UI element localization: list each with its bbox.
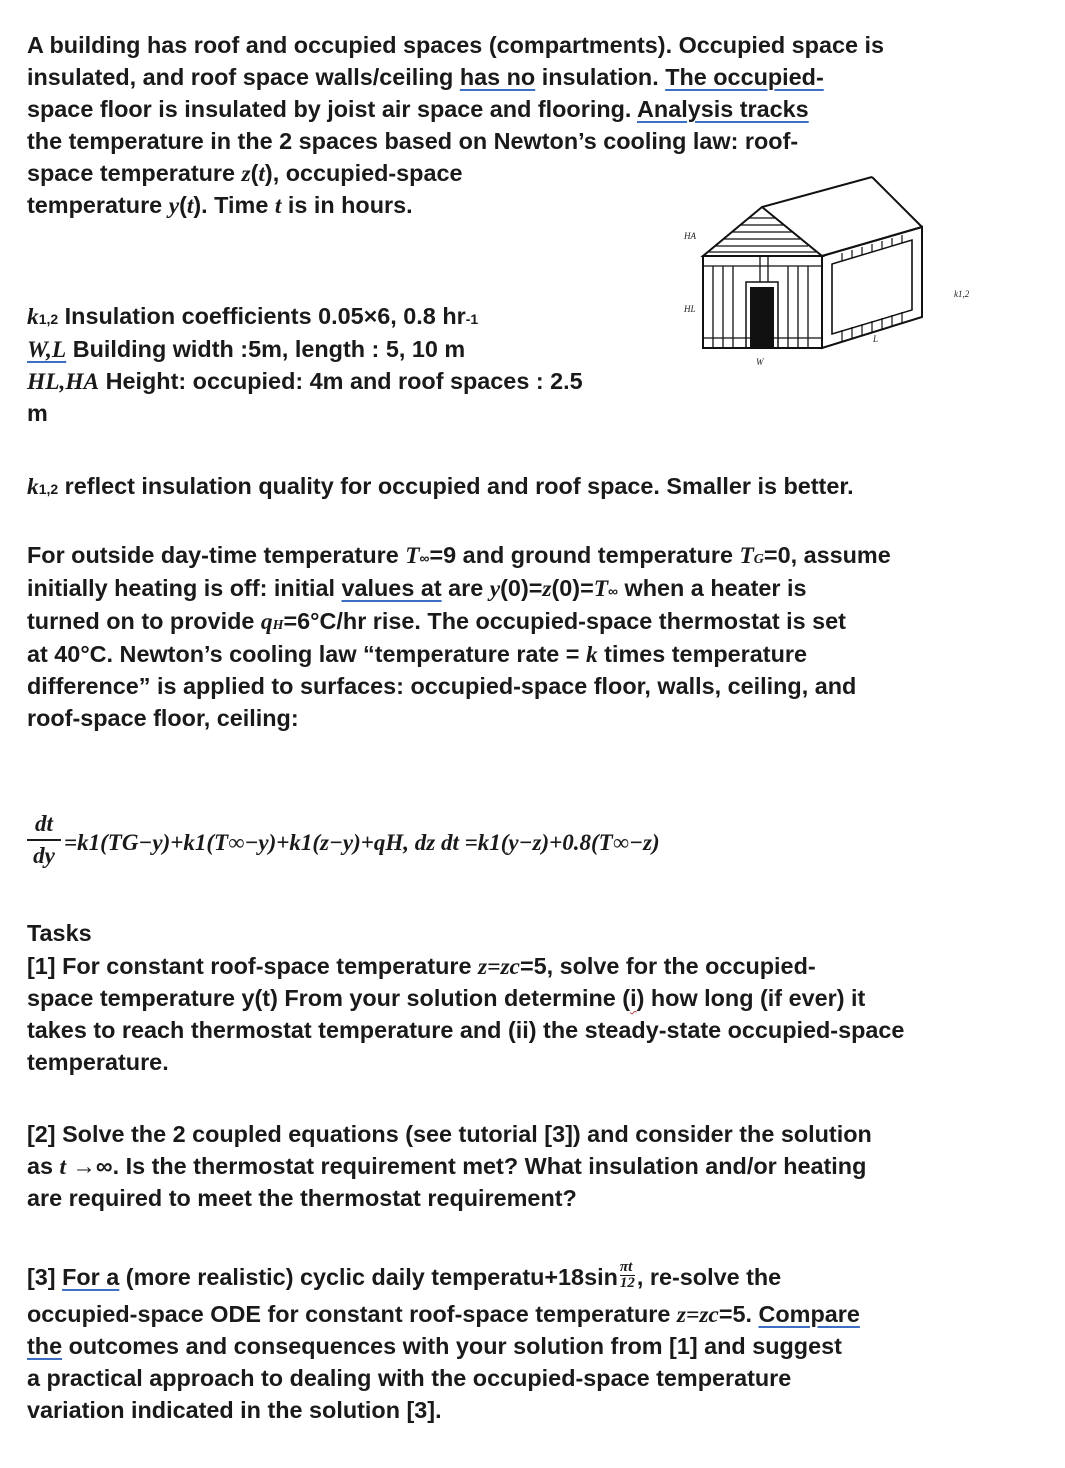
task3-line-4: a practical approach to dealing with the occupied-space temperature (27, 1365, 792, 1391)
sin-fraction: $\frac{\pi t}{12}$ (619, 1259, 635, 1292)
task2-line-3: are required to meet the thermostat requirement? (27, 1185, 577, 1211)
param-k: k1,2 Insulation coefficients 0.05×6, 0.8 hr-1 (27, 303, 479, 330)
label-l: L (873, 334, 879, 344)
label-ha: HA (684, 231, 696, 241)
intro-line-3: space floor is insulated by joist air space and flooring. Analysis tracks (27, 96, 809, 122)
param-h-unit: m (27, 400, 48, 426)
intro-line-5: space temperature z(t), occupied-space (27, 160, 463, 187)
cond-line-4: at 40°C. Newton’s cooling law “temperature rate = k times temperature (27, 641, 807, 668)
cond-line-6: roof-space floor, ceiling: (27, 705, 299, 731)
reflect-line: k1,2 reflect insulation quality for occupied and roof space. Smaller is better. (27, 473, 854, 500)
task1-line-4: temperature. (27, 1049, 169, 1075)
building-diagram (676, 172, 976, 372)
task3-line-5: variation indicated in the solution [3]. (27, 1397, 442, 1423)
equation-denominator: dy (33, 843, 55, 868)
intro-line-2: insulated, and roof space walls/ceiling has no insulation. The occupied- (27, 64, 824, 90)
param-h: HL,HA Height: occupied: 4m and roof spaces : 2.5 (27, 368, 583, 395)
task2-line-1: [2] Solve the 2 coupled equations (see tutorial [3]) and consider the solution (27, 1121, 872, 1147)
label-hl: HL (684, 304, 696, 314)
tasks-heading: Tasks (27, 920, 92, 946)
cond-line-5: difference” is applied to surfaces: occupied-space floor, walls, ceiling, and (27, 673, 857, 699)
equation-fraction (27, 811, 61, 869)
task1-line-2: space temperature y(t) From your solution determine (i) how long (if ever) it (27, 985, 866, 1011)
cond-line-1: For outside day-time temperature T∞=9 and ground temperature TG=0, assume (27, 542, 891, 569)
label-k: k1,2 (954, 289, 970, 299)
task1-line-1: [1] For constant roof-space temperature z=zc=5, solve for the occupied- (27, 953, 816, 980)
task1-line-3: takes to reach thermostat temperature and (ii) the steady-state occupied-space (27, 1017, 905, 1043)
cond-line-2: initially heating is off: initial values at are y(0)=z(0)=T∞ when a heater is (27, 575, 807, 602)
equation-numerator: dt (35, 811, 53, 836)
task3-line-3: the outcomes and consequences with your solution from [1] and suggest (27, 1333, 842, 1359)
label-w: W (756, 357, 764, 367)
task3-line-1: [3] For a (more realistic) cyclic daily temperatu+18sin $\frac{\pi t}{12}$ , re-solve the (27, 1259, 782, 1292)
intro-line-4: the temperature in the 2 spaces based on Newton’s cooling law: roof- (27, 128, 799, 154)
cond-line-3: turned on to provide qH=6°C/hr rise. The occupied-space thermostat is set (27, 608, 846, 635)
equation-body: =k1(TG−y)+k1(T∞−y)+k1(z−y)+qH, dz dt =k1(y−z)+0.8(T∞−z) (64, 830, 660, 855)
intro-line-1: A building has roof and occupied spaces (compartments). Occupied space is (27, 32, 884, 58)
param-wl: W,L Building width :5m, length : 5, 10 m (27, 336, 466, 363)
task3-line-2: occupied-space ODE for constant roof-space temperature z=zc=5. Compare (27, 1301, 860, 1328)
intro-line-6: temperature y(t). Time t is in hours. (27, 192, 413, 219)
task2-line-2: as t →∞. Is the thermostat requirement met? What insulation and/or heating (27, 1153, 867, 1180)
